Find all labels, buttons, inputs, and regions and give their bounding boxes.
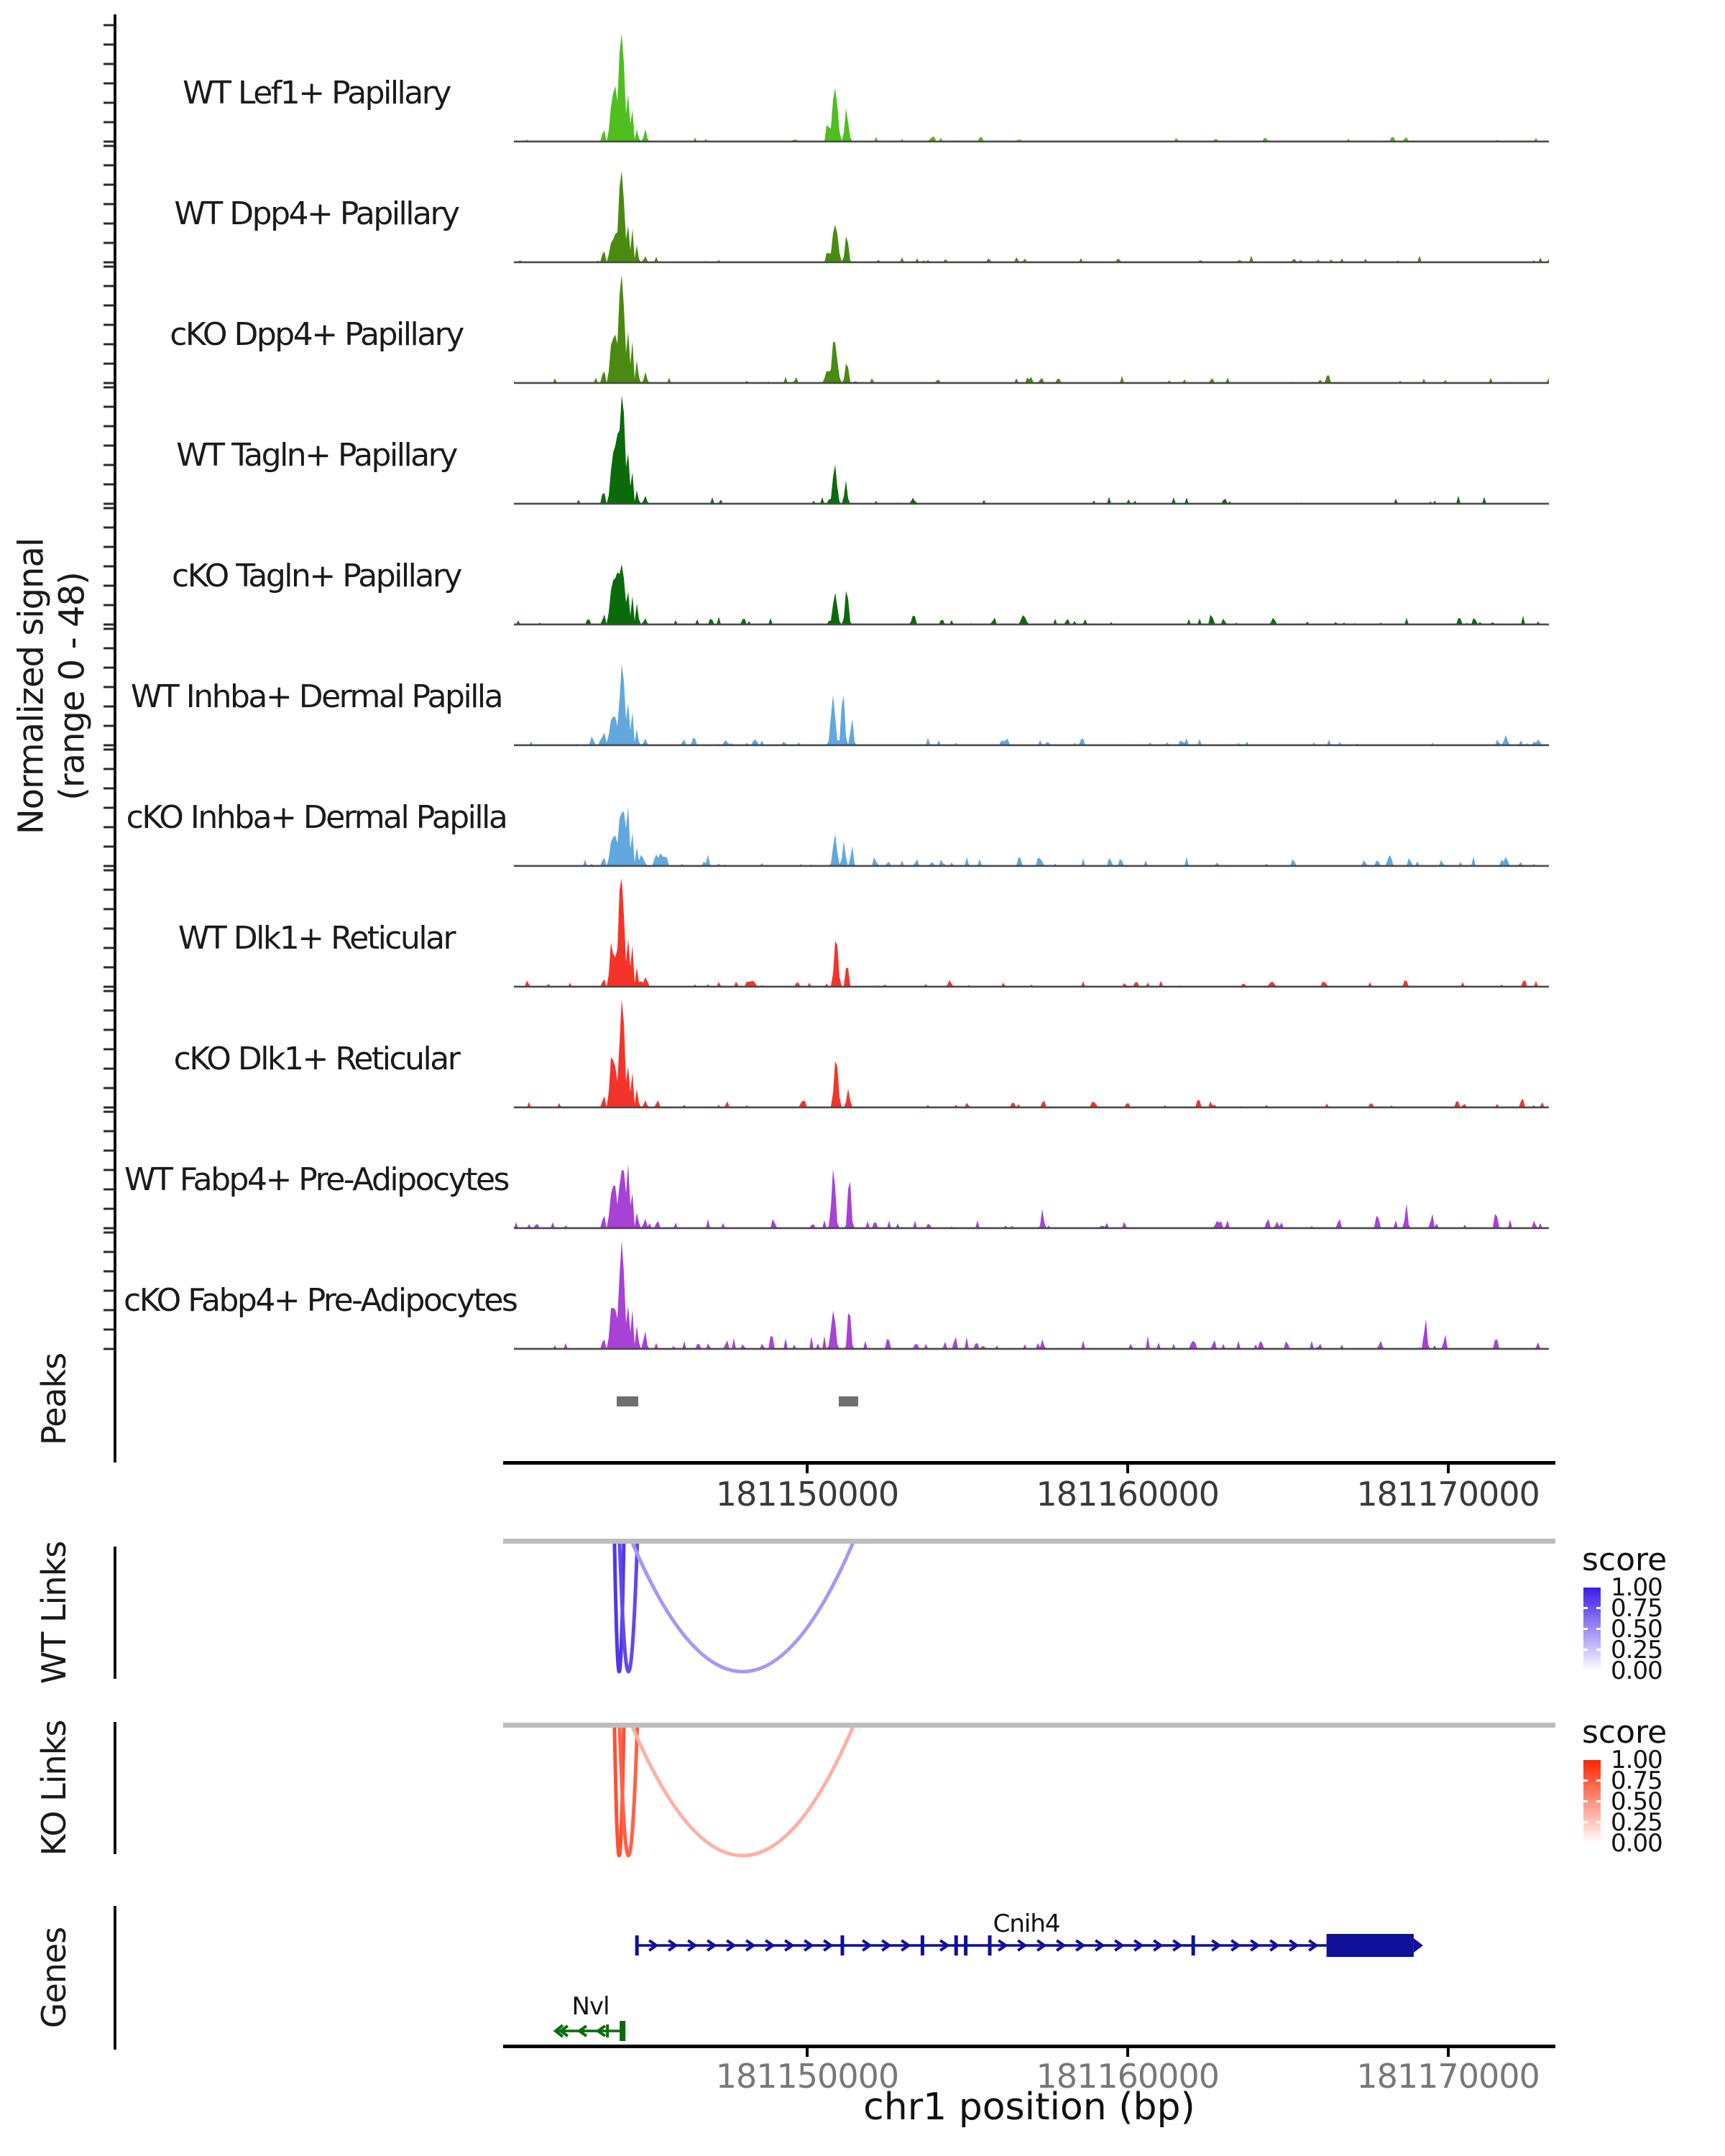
y-axis-tick bbox=[104, 1111, 114, 1113]
legend-tick: 0.75 bbox=[1611, 1766, 1662, 1795]
y-axis-tick bbox=[104, 262, 114, 264]
genome-axis-tick bbox=[1447, 1464, 1450, 1473]
track-baseline bbox=[514, 262, 1549, 264]
coverage-track-5 bbox=[514, 632, 1549, 747]
link-arc bbox=[632, 1728, 852, 1856]
axis-tick-label: 181160000 bbox=[1036, 1475, 1219, 1514]
track-baseline bbox=[514, 382, 1549, 384]
axis-tick-label: 181160000 bbox=[1036, 2057, 1219, 2096]
peak-interval bbox=[617, 1396, 638, 1406]
peak-interval bbox=[839, 1396, 859, 1406]
y-axis-tick bbox=[104, 1029, 114, 1031]
coverage-track-6 bbox=[514, 753, 1549, 868]
track-label-7: WT Dlk1+ Reticular bbox=[178, 920, 455, 957]
coverage-area bbox=[514, 33, 1549, 142]
coverage-area bbox=[514, 806, 1549, 867]
y-axis-tick bbox=[104, 324, 114, 326]
track-baseline bbox=[514, 624, 1549, 626]
y-axis-tick bbox=[104, 382, 114, 384]
y-axis-tick bbox=[104, 266, 114, 268]
y-axis-tick bbox=[104, 102, 114, 104]
axis-tick-label: 181150000 bbox=[715, 1475, 899, 1514]
coverage-track-7 bbox=[514, 874, 1549, 989]
track-baseline bbox=[514, 1107, 1549, 1109]
y-axis-tick bbox=[104, 285, 114, 287]
peaks-bracket bbox=[114, 1335, 116, 1462]
y-axis-tick bbox=[104, 865, 114, 867]
y-axis-tick bbox=[104, 484, 114, 486]
y-axis-tick bbox=[104, 425, 114, 428]
y-axis-tick bbox=[104, 566, 114, 568]
ko-links-arcs bbox=[503, 1728, 1555, 1861]
y-axis-tick bbox=[104, 184, 114, 186]
genome-axis-tick bbox=[806, 1464, 809, 1473]
y-axis-tick bbox=[104, 826, 114, 829]
wt-score-legend-title: score bbox=[1582, 1542, 1668, 1578]
y-axis-tick bbox=[104, 44, 114, 46]
y-axis-tick bbox=[104, 686, 114, 688]
y-axis-tick bbox=[104, 967, 114, 969]
track-label-8: cKO Dlk1+ Reticular bbox=[173, 1041, 459, 1077]
track-label-3: WT Tagln+ Papillary bbox=[176, 437, 456, 474]
coverage-track-9 bbox=[514, 1115, 1549, 1230]
y-axis-tick bbox=[104, 305, 114, 307]
legend-tick: 0.00 bbox=[1611, 1657, 1662, 1685]
y-axis-tick bbox=[104, 725, 114, 727]
y-axis-tick bbox=[104, 846, 114, 848]
genome-axis-bottom bbox=[503, 2045, 1555, 2048]
gene-name-cnih4: Cnih4 bbox=[993, 1909, 1060, 1938]
track-label-6: cKO Inhba+ Dermal Papilla bbox=[126, 799, 507, 836]
track-label-2: cKO Dpp4+ Papillary bbox=[170, 316, 463, 353]
y-axis-tick bbox=[104, 1130, 114, 1133]
y-axis-tick bbox=[104, 768, 114, 770]
track-baseline bbox=[514, 986, 1549, 988]
y-axis-tick bbox=[104, 1189, 114, 1191]
track-baseline bbox=[514, 745, 1549, 747]
y-axis-tick bbox=[104, 908, 114, 911]
y-axis-tick bbox=[104, 406, 114, 408]
y-axis-tick bbox=[104, 223, 114, 225]
wt-links-bracket bbox=[114, 1547, 116, 1679]
y-axis-tick bbox=[104, 165, 114, 167]
coverage-area bbox=[514, 1240, 1549, 1350]
coverage-area bbox=[514, 564, 1549, 625]
track-baseline bbox=[514, 503, 1549, 505]
ko-links-section-label: KO Links bbox=[34, 1720, 73, 1856]
coverage-area bbox=[514, 664, 1549, 746]
ko-score-legend bbox=[1570, 1714, 1725, 1872]
y-axis-tick bbox=[104, 1049, 114, 1051]
track-label-5: WT Inhba+ Dermal Papilla bbox=[130, 678, 502, 715]
coverage-area bbox=[514, 878, 1549, 987]
axis-tick-label: 181170000 bbox=[1356, 1475, 1540, 1514]
y-axis-title bbox=[11, 538, 92, 834]
y-axis-tick bbox=[104, 986, 114, 988]
y-axis-tick bbox=[104, 745, 114, 747]
y-axis-tick bbox=[104, 1309, 114, 1312]
genes-bracket bbox=[114, 1906, 116, 2050]
y-axis-tick bbox=[104, 706, 114, 708]
y-axis-tick bbox=[104, 242, 114, 244]
ko-links-bracket bbox=[114, 1722, 116, 1854]
y-axis-tick bbox=[104, 889, 114, 891]
y-axis-tick bbox=[104, 1271, 114, 1273]
link-arc bbox=[632, 1544, 852, 1672]
wt-links-section-label: WT Links bbox=[34, 1541, 73, 1685]
x-axis-title: chr1 position (bp) bbox=[863, 2086, 1195, 2129]
y-axis-tick bbox=[104, 141, 114, 143]
genome-axis-tick bbox=[1126, 1464, 1129, 1473]
track-label-1: WT Dpp4+ Papillary bbox=[174, 195, 459, 232]
coverage-area bbox=[514, 999, 1549, 1108]
legend-tick: 0.75 bbox=[1611, 1594, 1662, 1623]
y-axis-tick bbox=[104, 1348, 114, 1350]
y-axis-tick bbox=[104, 947, 114, 949]
coverage-track-4 bbox=[514, 512, 1549, 627]
y-axis-tick bbox=[104, 1150, 114, 1152]
coverage-track-3 bbox=[514, 391, 1549, 506]
coverage-track-10 bbox=[514, 1236, 1549, 1351]
y-axis-tick bbox=[104, 624, 114, 626]
ko-links-baseline bbox=[503, 1723, 1555, 1728]
track-baseline bbox=[514, 1348, 1549, 1350]
y-axis-tick bbox=[104, 1169, 114, 1171]
y-axis-tick bbox=[104, 507, 114, 510]
y-axis-tick bbox=[104, 387, 114, 389]
y-axis-tick bbox=[104, 1107, 114, 1109]
track-label-9: WT Fabp4+ Pre-Adipocytes bbox=[124, 1161, 508, 1198]
y-axis-tick bbox=[104, 1227, 114, 1230]
coverage-track-0 bbox=[514, 29, 1549, 144]
genome-axis-tick bbox=[806, 2047, 809, 2057]
coverage-track-1 bbox=[514, 149, 1549, 264]
coverage-area bbox=[514, 171, 1549, 263]
y-axis-tick bbox=[104, 648, 114, 650]
y-axis-tick bbox=[104, 807, 114, 809]
y-axis-tick bbox=[104, 63, 114, 65]
peaks-section-label: Peaks bbox=[34, 1353, 73, 1446]
coverage-track-2 bbox=[514, 270, 1549, 385]
y-axis-tick bbox=[104, 1010, 114, 1012]
y-axis-tick bbox=[104, 990, 114, 992]
y-axis-tick bbox=[104, 1087, 114, 1089]
ko-score-legend-title: score bbox=[1582, 1714, 1668, 1751]
y-axis-tick bbox=[104, 667, 114, 669]
wt-score-legend bbox=[1570, 1542, 1725, 1700]
y-axis-tick bbox=[104, 788, 114, 790]
track-baseline bbox=[514, 1227, 1549, 1230]
genome-axis-tick bbox=[1126, 2047, 1129, 2057]
y-axis-tick bbox=[104, 203, 114, 206]
wt-links-baseline bbox=[503, 1539, 1555, 1544]
y-axis-tick bbox=[104, 870, 114, 872]
y-axis-tick bbox=[104, 1068, 114, 1070]
ko-score-colorbar bbox=[1583, 1760, 1601, 1843]
wt-score-colorbar bbox=[1583, 1588, 1601, 1671]
y-axis-title-line1: Normalized signal bbox=[11, 538, 52, 835]
y-axis-tick bbox=[104, 1251, 114, 1253]
y-axis-tick bbox=[104, 1329, 114, 1331]
coverage-track-8 bbox=[514, 995, 1549, 1110]
wt-links-arcs bbox=[503, 1544, 1555, 1677]
y-axis-tick bbox=[104, 363, 114, 365]
y-axis-tick bbox=[104, 83, 114, 85]
y-axis-tick bbox=[104, 527, 114, 529]
coverage-area bbox=[514, 395, 1549, 505]
legend-tick: 0.25 bbox=[1611, 1636, 1662, 1664]
y-axis-tick bbox=[104, 628, 114, 630]
legend-tick: 0.50 bbox=[1611, 1615, 1662, 1644]
y-axis-tick bbox=[104, 546, 114, 548]
legend-tick: 0.00 bbox=[1611, 1829, 1662, 1858]
track-label-10: cKO Fabp4+ Pre-Adipocytes bbox=[124, 1282, 517, 1319]
y-axis-tick bbox=[104, 928, 114, 930]
y-axis-title-line2: (range 0 - 48) bbox=[52, 572, 92, 801]
track-baseline bbox=[514, 865, 1549, 867]
legend-tick: 1.00 bbox=[1611, 1746, 1662, 1774]
coverage-area bbox=[514, 1164, 1549, 1230]
y-axis-tick bbox=[104, 24, 114, 27]
genome-axis-top bbox=[503, 1461, 1555, 1465]
y-axis-tick bbox=[104, 445, 114, 447]
genes-section-label: Genes bbox=[34, 1927, 73, 2029]
legend-tick: 0.50 bbox=[1611, 1787, 1662, 1816]
legend-tick: 0.25 bbox=[1611, 1808, 1662, 1837]
y-axis-tick bbox=[104, 585, 114, 587]
coverage-area bbox=[514, 275, 1549, 384]
y-axis-tick bbox=[104, 464, 114, 466]
axis-tick-label: 181150000 bbox=[715, 2057, 899, 2096]
y-axis-tick bbox=[104, 1232, 114, 1234]
y-axis-tick bbox=[104, 145, 114, 147]
y-axis-tick bbox=[104, 121, 114, 124]
y-axis-tick bbox=[104, 749, 114, 751]
track-label-4: cKO Tagln+ Papillary bbox=[172, 558, 461, 594]
genome-axis-tick bbox=[1447, 2047, 1450, 2057]
y-axis bbox=[99, 10, 118, 1361]
axis-tick-label: 181170000 bbox=[1356, 2057, 1540, 2096]
track-baseline bbox=[514, 141, 1549, 143]
y-axis-tick bbox=[104, 503, 114, 505]
track-label-0: WT Lef1+ Papillary bbox=[183, 75, 450, 111]
y-axis-tick bbox=[104, 1290, 114, 1292]
y-axis-tick bbox=[104, 604, 114, 607]
y-axis-tick bbox=[104, 1208, 114, 1210]
legend-tick: 1.00 bbox=[1611, 1573, 1662, 1602]
y-axis-tick bbox=[104, 344, 114, 346]
gene-name-nvl: Nvl bbox=[571, 1992, 610, 2021]
